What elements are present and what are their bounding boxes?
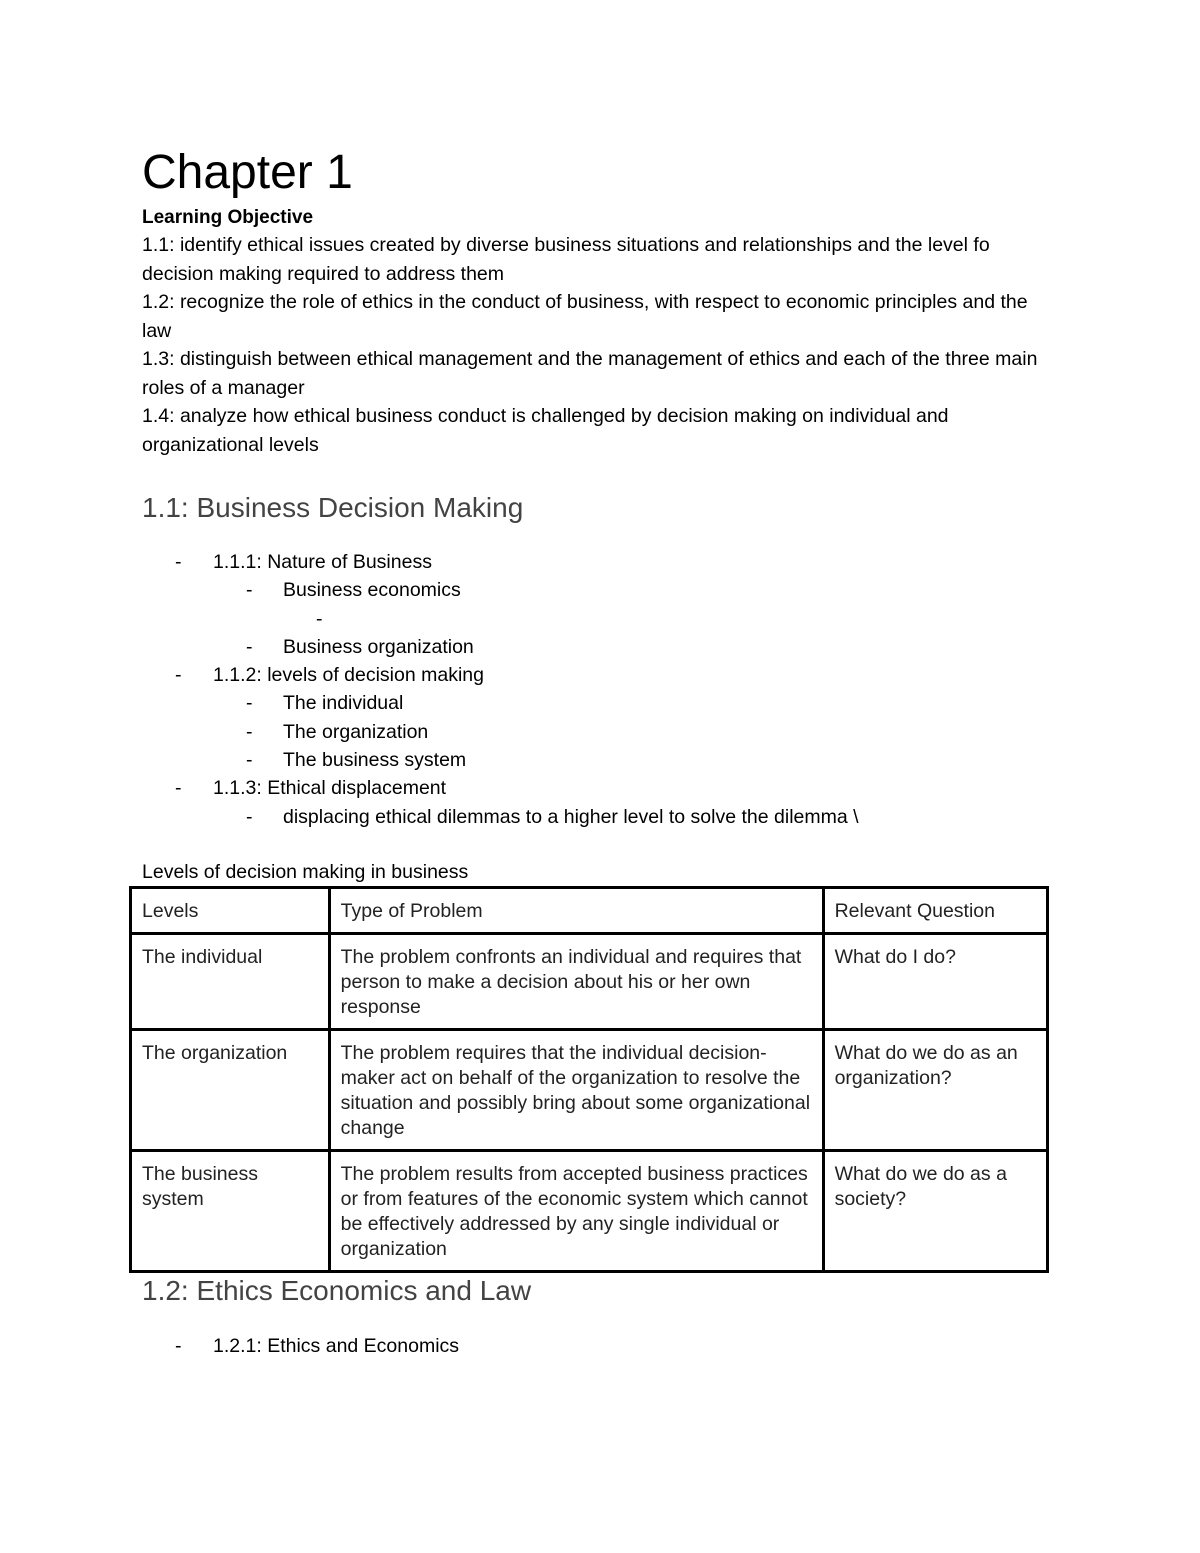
bullet-dash: -: [246, 692, 253, 715]
outline-item: [142, 633, 1062, 661]
learning-objective-heading: Learning Objective: [142, 207, 314, 228]
table-header-cell: Type of Problem: [329, 887, 823, 933]
section-1-1-outline: [142, 548, 1062, 831]
table-caption: Levels of decision making in business: [142, 860, 469, 883]
bullet-dash: -: [175, 1334, 182, 1357]
outline-item: [142, 576, 1062, 604]
bullet-dash: -: [316, 607, 323, 630]
section-1-2-heading: 1.2: Ethics Economics and Law: [142, 1274, 532, 1306]
bullet-dash: -: [175, 777, 182, 800]
section-1-1-heading: 1.1: Business Decision Making: [142, 492, 524, 523]
objective-1-3: 1.3: distinguish between ethical management and the management of ethics and each of the three main roles of a manager: [142, 348, 1038, 399]
bullet-dash: -: [246, 720, 253, 743]
outline-item: [142, 548, 1062, 576]
table-cell: What do we do as an organization?: [823, 1029, 1047, 1150]
table-row: [131, 933, 1048, 1029]
bullet-dash: -: [246, 749, 253, 772]
outline-item: [142, 661, 1062, 689]
table-cell: The organization: [131, 1029, 330, 1150]
bullet-dash: -: [175, 664, 182, 687]
outline-item-label: 1.2.1: Ethics and Economics: [213, 1334, 460, 1357]
outline-item-label: The business system: [283, 749, 467, 772]
chapter-title: Chapter 1: [142, 146, 353, 199]
objective-1-2: 1.2: recognize the role of ethics in the conduct of business, with respect to economic principles and the law: [142, 291, 1028, 342]
outline-item-label: 1.1.3: Ethical displacement: [213, 777, 447, 800]
table-cell: The problem results from accepted business practices or from features of the economic system which cannot be effectively addressed by any single individual or organization: [329, 1150, 823, 1271]
bullet-dash: -: [246, 635, 253, 658]
table-row: [131, 1150, 1048, 1271]
table-header-cell: Levels: [131, 887, 330, 933]
table-wrapper: [142, 886, 1062, 1274]
outline-item: [142, 605, 1062, 633]
table-cell: What do we do as a society?: [823, 1150, 1047, 1271]
outline-item-label: Business organization: [283, 635, 474, 658]
table-row: [131, 1029, 1048, 1150]
outline-item: [142, 774, 1062, 802]
outline-item-label: The individual: [283, 692, 404, 715]
document-page: [142, 142, 1062, 1360]
table-cell: The individual: [131, 933, 330, 1029]
bullet-dash: -: [175, 551, 182, 573]
table-header-row: [131, 887, 1048, 933]
outline-item: [142, 689, 1062, 717]
objective-1-1: 1.1: identify ethical issues created by diverse business situations and relationships and the level fo decision making required to address them: [142, 234, 990, 285]
outline-item: [142, 1332, 1062, 1360]
outline-item: [142, 718, 1062, 746]
bullet-dash: -: [246, 805, 253, 828]
outline-item: [142, 803, 1062, 831]
outline-item-label: 1.1.1: Nature of Business: [213, 551, 432, 573]
table-cell: The problem requires that the individual decision-maker act on behalf of the organization to resolve the situation and possibly bring about some organizational change: [329, 1029, 823, 1150]
outline-item-label: The organization: [283, 720, 429, 743]
outline-item-label: 1.1.2: levels of decision making: [213, 664, 484, 687]
table-cell: The business system: [131, 1150, 330, 1271]
bullet-dash: -: [246, 579, 253, 602]
section-1-2-outline: [142, 1332, 1062, 1360]
table-header-cell: Relevant Question: [823, 887, 1047, 933]
outline-item-label: displacing ethical dilemmas to a higher level to solve the dilemma \: [283, 805, 859, 828]
table-cell: The problem confronts an individual and requires that person to make a decision about his or her own response: [329, 933, 823, 1029]
table-cell: What do I do?: [823, 933, 1047, 1029]
outline-item: [142, 746, 1062, 774]
objective-1-4: 1.4: analyze how ethical business conduct is challenged by decision making on individual and organizational levels: [142, 405, 949, 456]
levels-table: [129, 886, 1049, 1273]
outline-item-label: Business economics: [283, 579, 461, 602]
